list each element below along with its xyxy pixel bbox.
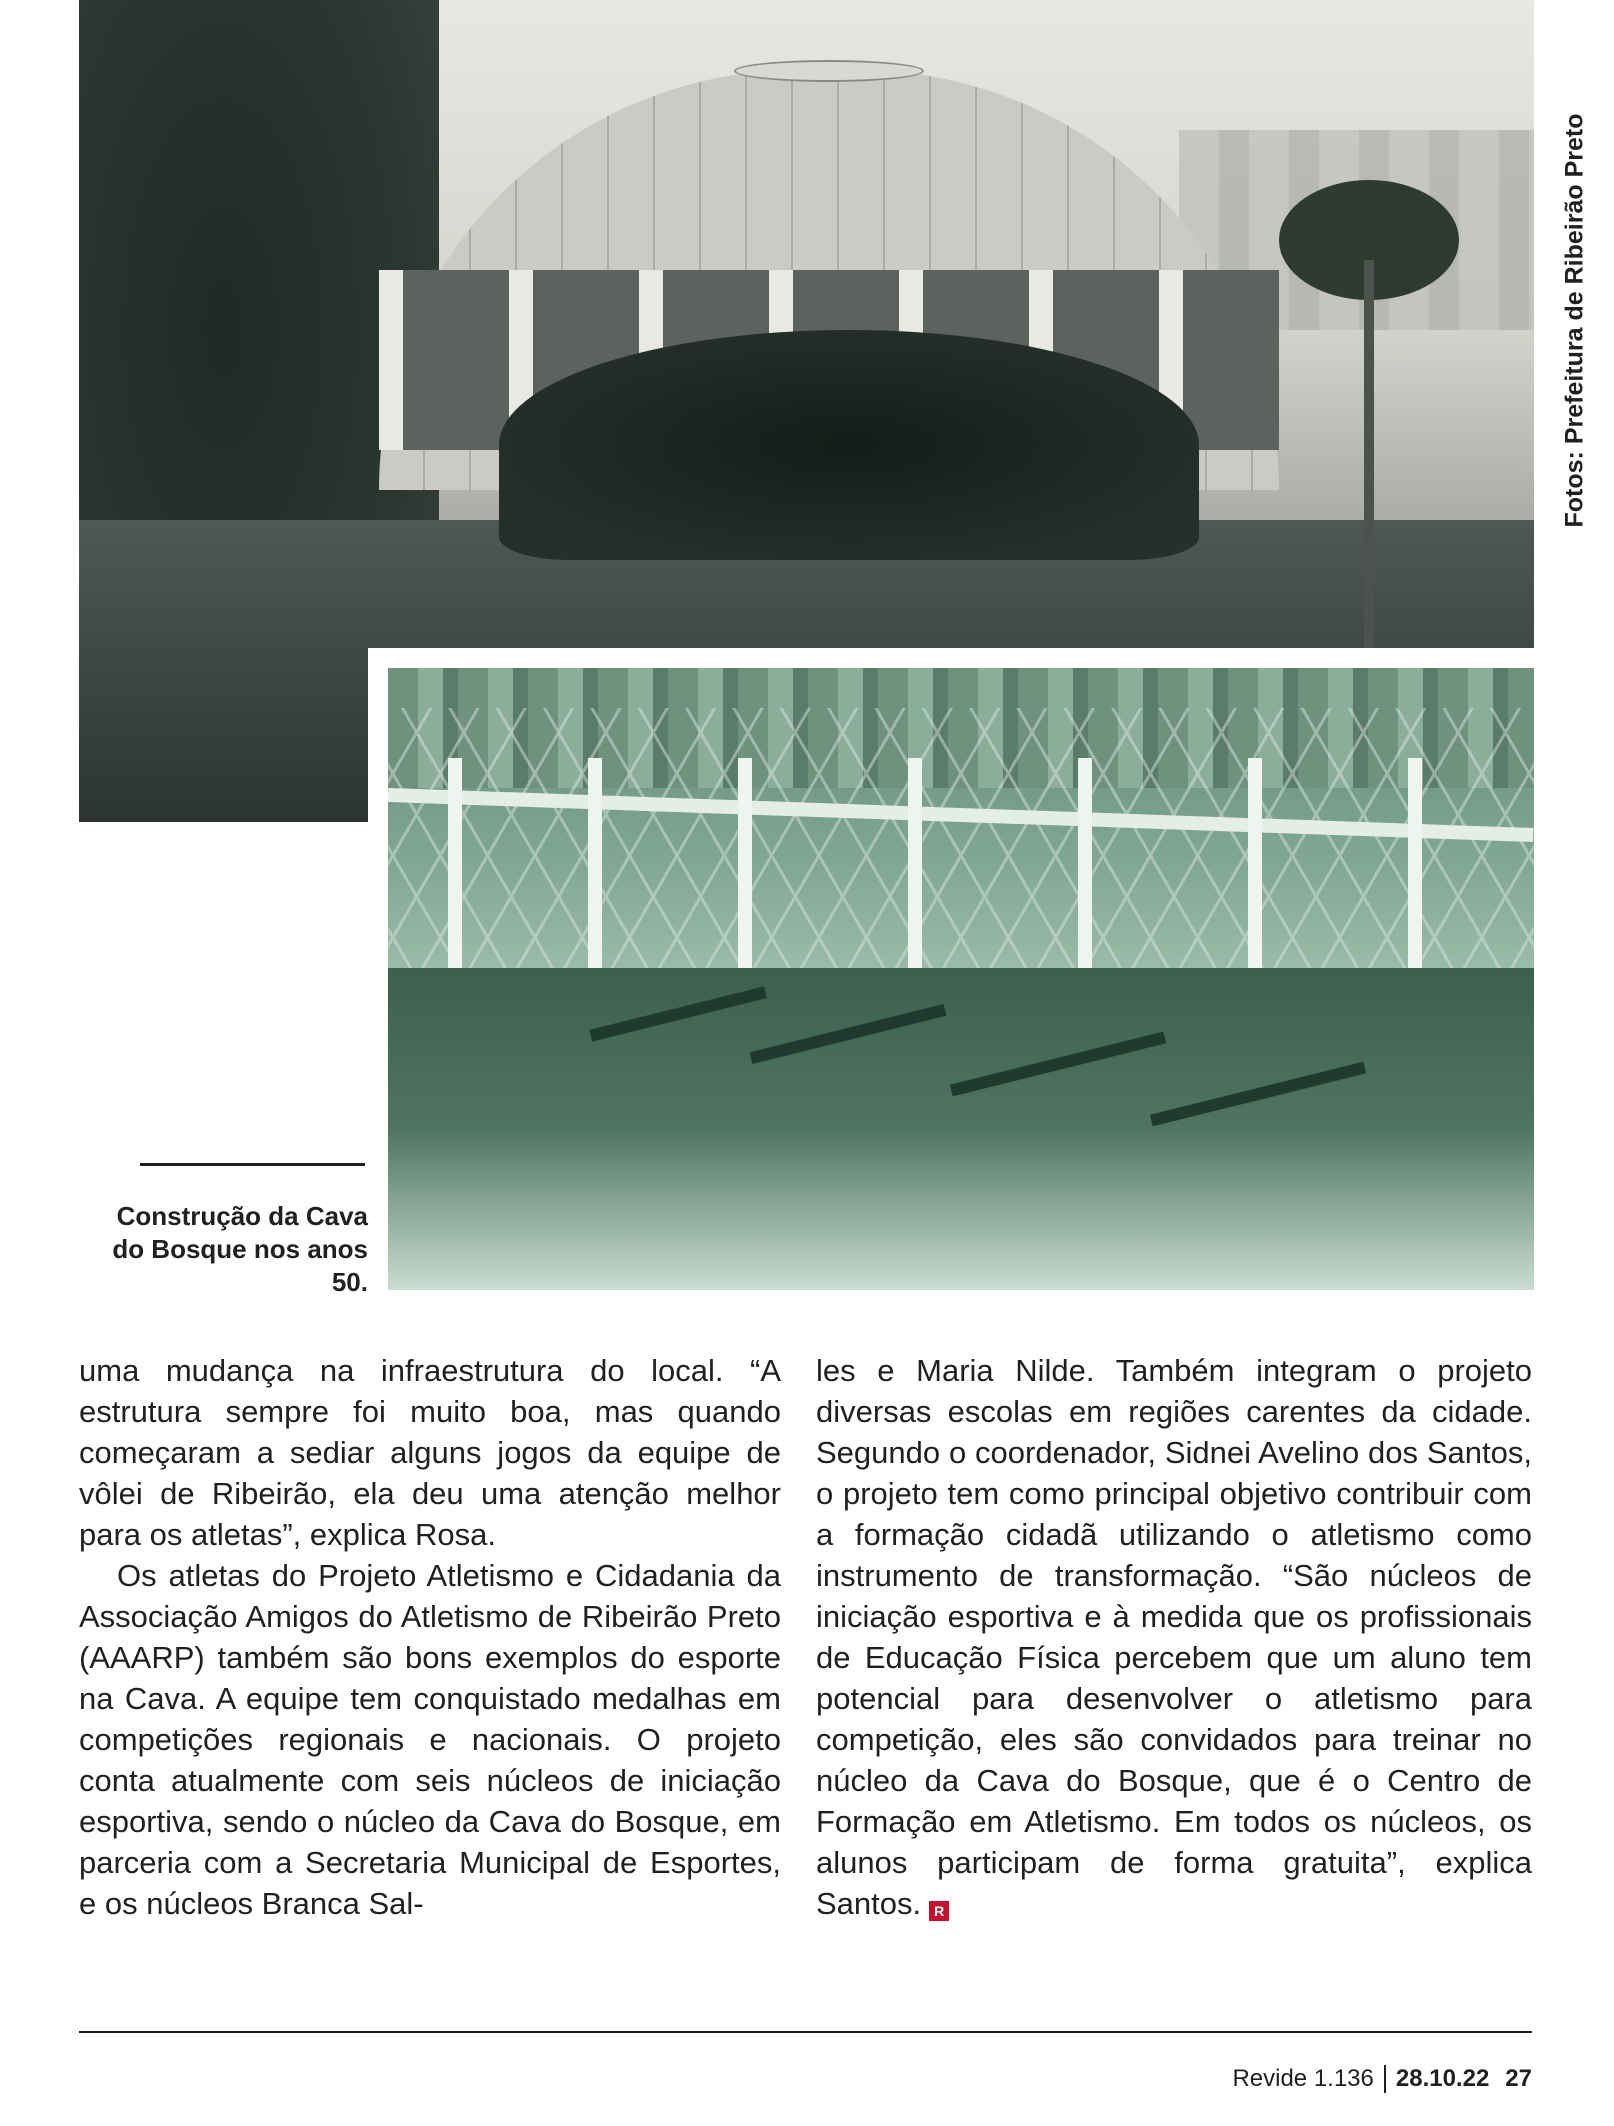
- page-footer: [1232, 2062, 1532, 2096]
- publication-issue: Revide 1.136: [1232, 2065, 1374, 2092]
- article-paragraph: uma mudança na infraestrutura do local. “A estrutura sempre foi muito boa, mas quando começaram a sediar alguns jogos da equipe de vôlei de Ribeirão, ela deu uma atenção melhor para os atletas”, explica Rosa.: [79, 1353, 781, 1552]
- dome-cap: [734, 60, 924, 82]
- article-paragraph: [816, 1350, 1532, 1924]
- trench: [750, 1004, 947, 1064]
- construction-field: [388, 968, 1534, 1290]
- article-column-right: [816, 1350, 1532, 1924]
- trench: [950, 1032, 1166, 1097]
- trees-front: [499, 330, 1199, 560]
- scaffolding: [388, 708, 1534, 1008]
- construction-photo: [388, 668, 1534, 1290]
- page-number: 27: [1505, 2065, 1532, 2092]
- caption-rule: [140, 1163, 365, 1166]
- article-paragraph-text: les e Maria Nilde. Também integram o projeto diversas escolas em regiões carentes da cidade. Segundo o coordenador, Sidnei Avelino dos Santos, o projeto tem como principal objetivo contribuir com a formação cidadã utilizando o atletismo como instrumento de transformação. “São núcleos de iniciação esportiva e à medida que os profissionais de Educação Física percebem que um aluno tem potencial para desenvolver o atletismo para competição, eles são convidados para treinar no núcleo da Cava do Bosque, que é o Centro de Formação em Atletismo. Em todos os núcleos, os alunos participam de forma gratuita”, explica Santos.: [816, 1353, 1532, 1921]
- end-mark-icon: R: [929, 1901, 949, 1921]
- photo-credit: [1536, 60, 1614, 580]
- photo-credit-text: Fotos: Prefeitura de Ribeirão Preto: [1560, 113, 1589, 527]
- palm-trunk: [1364, 260, 1374, 650]
- photo-caption: Construção da Cava do Bosque nos anos 50.: [112, 1201, 368, 1297]
- trench: [589, 986, 767, 1041]
- issue-date: 28.10.22: [1395, 2065, 1490, 2092]
- article-paragraph: Os atletas do Projeto Atletismo e Cidadania da Associação Amigos do Atletismo de Ribeirão Preto (AAARP) também são bons exemplos do esporte na Cava. A equipe tem conquistado medalhas em competições regionais e nacionais. O projeto conta atualmente com seis núcleos de iniciação esportiva, sendo o núcleo da Cava do Bosque, em parceria com a Secretaria Municipal de Esportes, e os núcleos Branca Sal-: [79, 1558, 781, 1921]
- trench: [1150, 1062, 1366, 1127]
- footer-rule: [79, 2031, 1532, 2033]
- article-column-left: [79, 1350, 781, 1924]
- footer-divider: [1384, 2065, 1386, 2093]
